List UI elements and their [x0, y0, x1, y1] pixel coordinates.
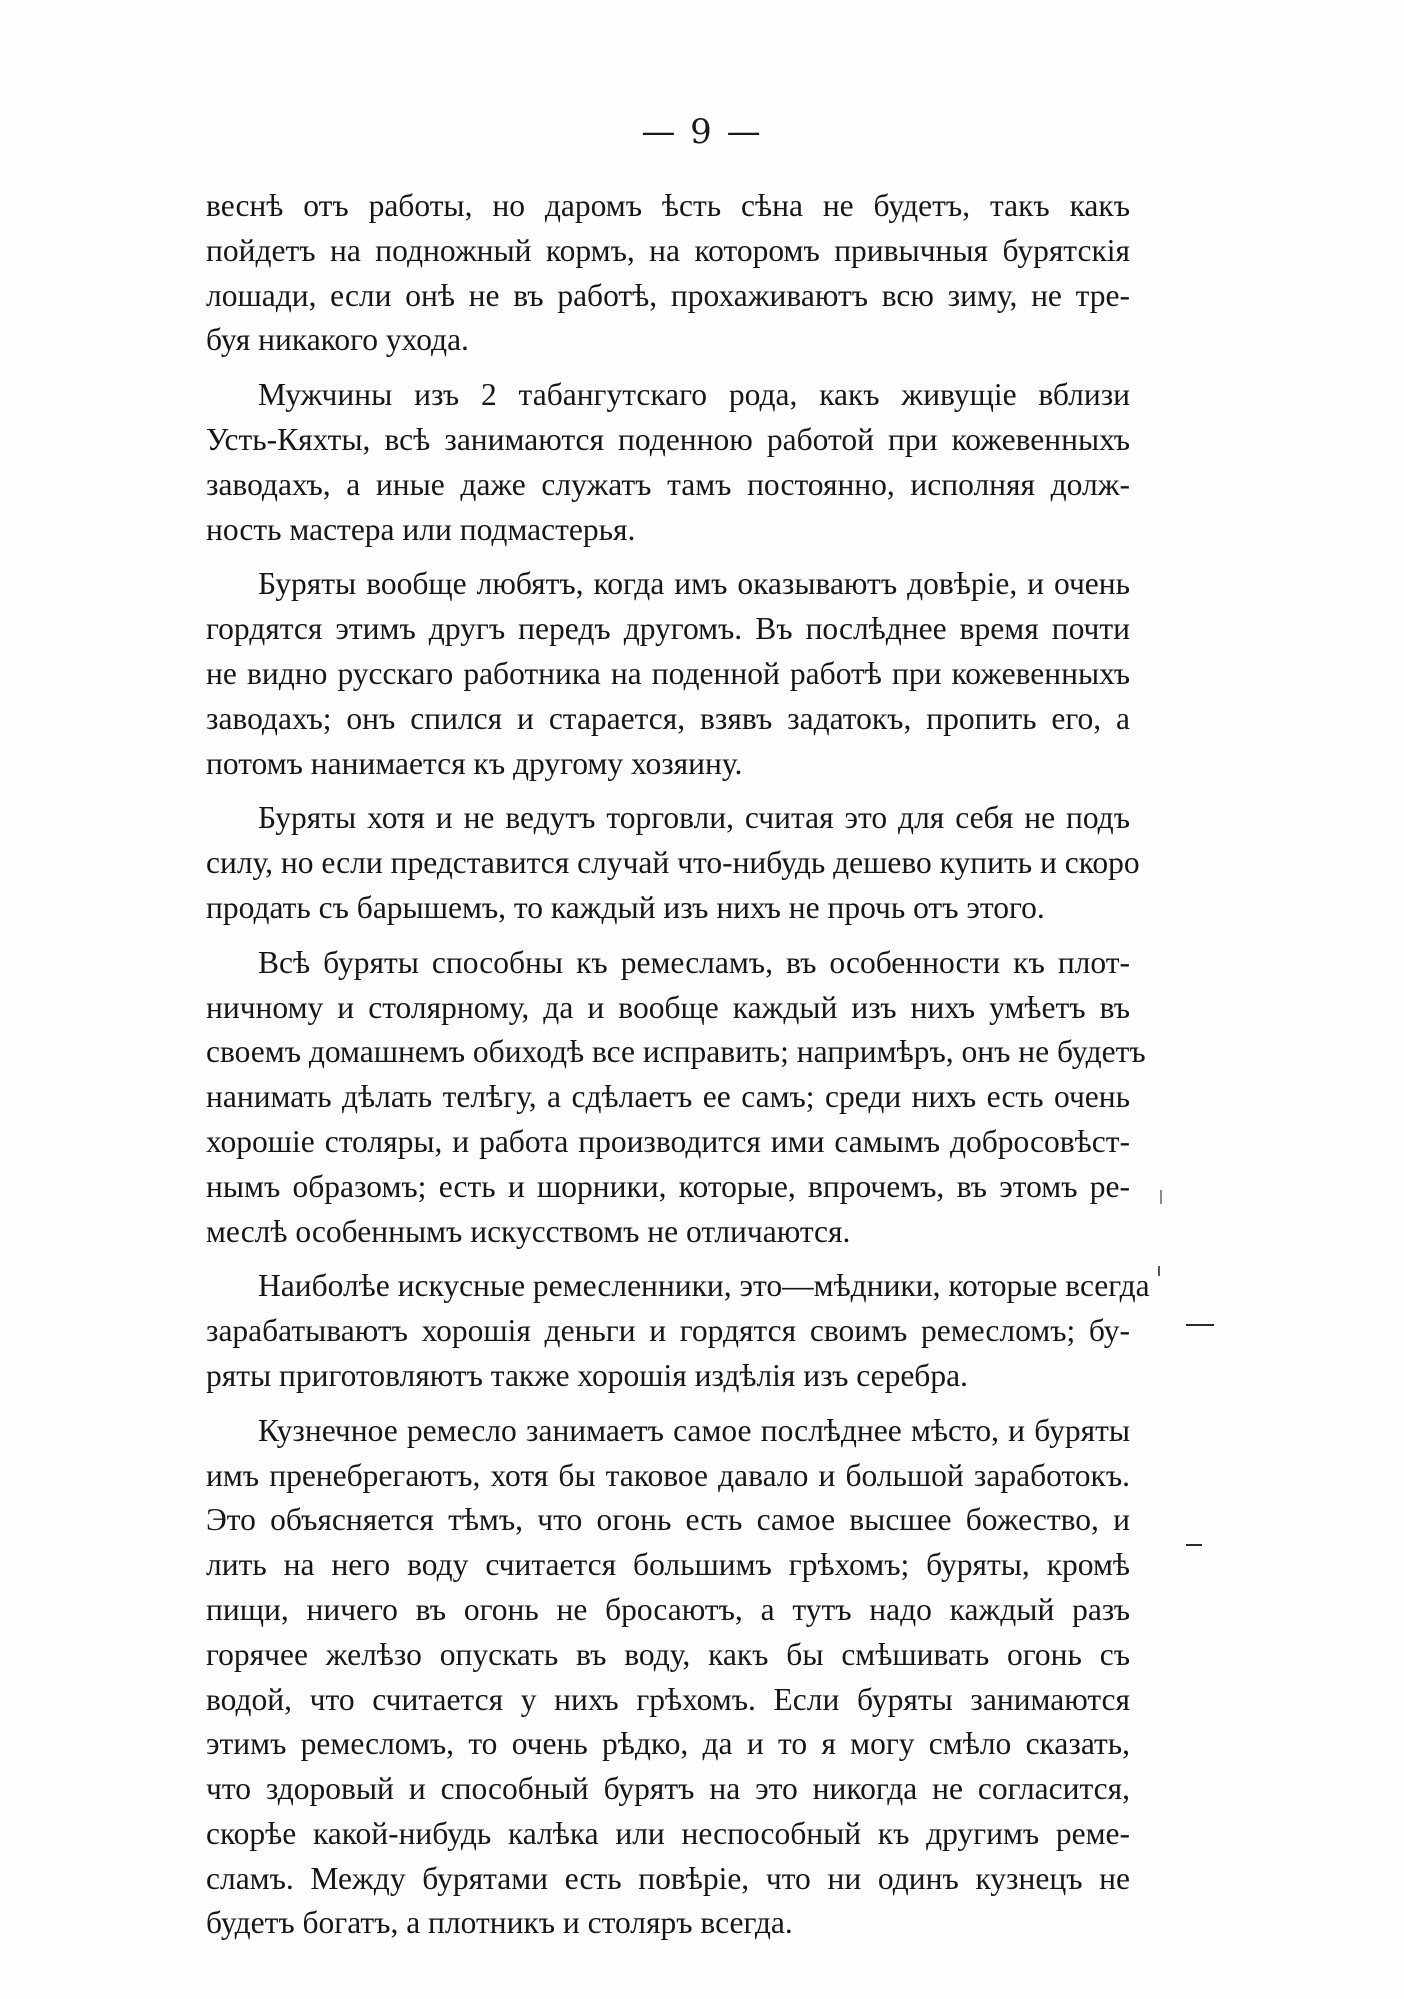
paragraph — [206, 184, 1130, 363]
text-line: лить на него воду считается большимъ грѣхомъ; буряты, кромѣ — [206, 1547, 1130, 1583]
margin-mark — [1158, 1266, 1160, 1276]
text-line: Кузнечное ремесло занимаетъ самое послѣднее мѣсто, и буряты — [258, 1412, 1130, 1448]
text-line: лошади, если онѣ не въ работѣ, прохаживаютъ всю зиму, не тре- — [206, 277, 1130, 313]
paragraph — [206, 373, 1130, 552]
text-line: веснѣ отъ работы, но даромъ ѣсть сѣна не будетъ, такъ какъ — [206, 188, 1130, 223]
text-line: заводахъ; онъ спился и старается, взявъ задатокъ, пропить его, а — [206, 700, 1130, 736]
text-line: Наиболѣе искусные ремесленники, это—мѣдники, которые всегда — [258, 1268, 1150, 1304]
text-line: горячее желѣзо опускать въ воду, какъ бы смѣшивать огонь съ — [206, 1636, 1130, 1672]
text-line: потомъ нанимается къ другому хозяину. — [206, 745, 743, 781]
text-line: заводахъ, а иные даже служатъ тамъ постоянно, исполняя долж- — [206, 466, 1130, 502]
text-line: Буряты хотя и не ведутъ торговли, считая это для себя не подъ — [258, 800, 1130, 836]
page-number: — 9 — — [641, 112, 763, 152]
text-line: не видно русскаго работника на поденной работѣ при кожевенныхъ — [206, 655, 1130, 691]
text-line: ничному и столярному, да и вообще каждый изъ нихъ умѣетъ въ — [206, 989, 1130, 1025]
text-line: продать съ барышемъ, то каждый изъ нихъ не прочь отъ этого. — [206, 889, 1045, 925]
text-line: нанимать дѣлать телѣгу, а сдѣлаетъ ее самъ; среди нихъ есть очень — [206, 1079, 1130, 1115]
text-line: гордятся этимъ другъ передъ другомъ. Въ послѣднее время почти — [206, 611, 1130, 647]
text-line: ряты приготовляютъ также хорошія издѣлія изъ серебра. — [206, 1357, 968, 1393]
text-line: своемъ домашнемъ обиходѣ все исправить; напримѣръ, онъ не будетъ — [206, 1034, 1146, 1070]
margin-mark — [1160, 1190, 1162, 1204]
paragraph — [206, 1264, 1150, 1398]
text-line: Усть-Кяхты, всѣ занимаются поденною работой при кожевенныхъ — [206, 421, 1130, 457]
paragraph — [206, 941, 1146, 1255]
text-line: Мужчины изъ 2 табангутскаго рода, какъ живущіе вблизи — [258, 377, 1130, 413]
text-line: нымъ образомъ; есть и шорники, которые, впрочемъ, въ этомъ ре- — [206, 1168, 1130, 1204]
text-line: будетъ богатъ, а плотникъ и столяръ всегда. — [206, 1905, 793, 1941]
text-line: хорошіе столяры, и работа производится ими самымъ добросовѣст- — [206, 1123, 1130, 1159]
paragraph — [206, 1409, 1130, 1947]
text-line: силу, но если представится случай что-нибудь дешево купить и скоро — [206, 845, 1140, 881]
text-line: Всѣ буряты способны къ ремесламъ, въ особенности къ плот- — [258, 944, 1130, 980]
text-line: пищи, ничего въ огонь не бросаютъ, а тутъ надо каждый разъ — [206, 1591, 1130, 1627]
text-line: Буряты вообще любятъ, когда имъ оказываютъ довѣріе, и очень — [258, 566, 1130, 602]
text-line: пойдетъ на подножный кормъ, на которомъ привычныя бурятскія — [206, 232, 1130, 268]
text-line: Это объясняется тѣмъ, что огонь есть самое высшее божество, и — [206, 1502, 1130, 1538]
text-line: имъ пренебрегаютъ, хотя бы таковое давало и большой заработокъ. — [206, 1457, 1130, 1493]
text-line: ность мастера или подмастерья. — [206, 511, 636, 547]
text-line: водой, что считается у нихъ грѣхомъ. Если буряты занимаются — [206, 1681, 1130, 1717]
text-line: буя никакого ухода. — [206, 322, 469, 358]
text-line: что здоровый и способный бурятъ на это никогда не согласится, — [206, 1771, 1130, 1807]
margin-mark — [1186, 1324, 1214, 1326]
body-text — [206, 184, 1150, 1956]
text-line: меслѣ особеннымъ искусствомъ не отличаются. — [206, 1213, 851, 1249]
margin-mark — [1186, 1544, 1202, 1546]
text-line: скорѣе какой-нибудь калѣка или неспособный къ другимъ реме- — [206, 1815, 1130, 1851]
text-line: сламъ. Между бурятами есть повѣріе, что ни одинъ кузнецъ не — [206, 1860, 1130, 1896]
paragraph — [206, 796, 1140, 930]
text-line: зарабатываютъ хорошія деньги и гордятся своимъ ремесломъ; бу- — [206, 1313, 1130, 1349]
text-line: этимъ ремесломъ, то очень рѣдко, да и то я могу смѣло сказать, — [206, 1726, 1130, 1762]
paragraph — [206, 562, 1130, 786]
